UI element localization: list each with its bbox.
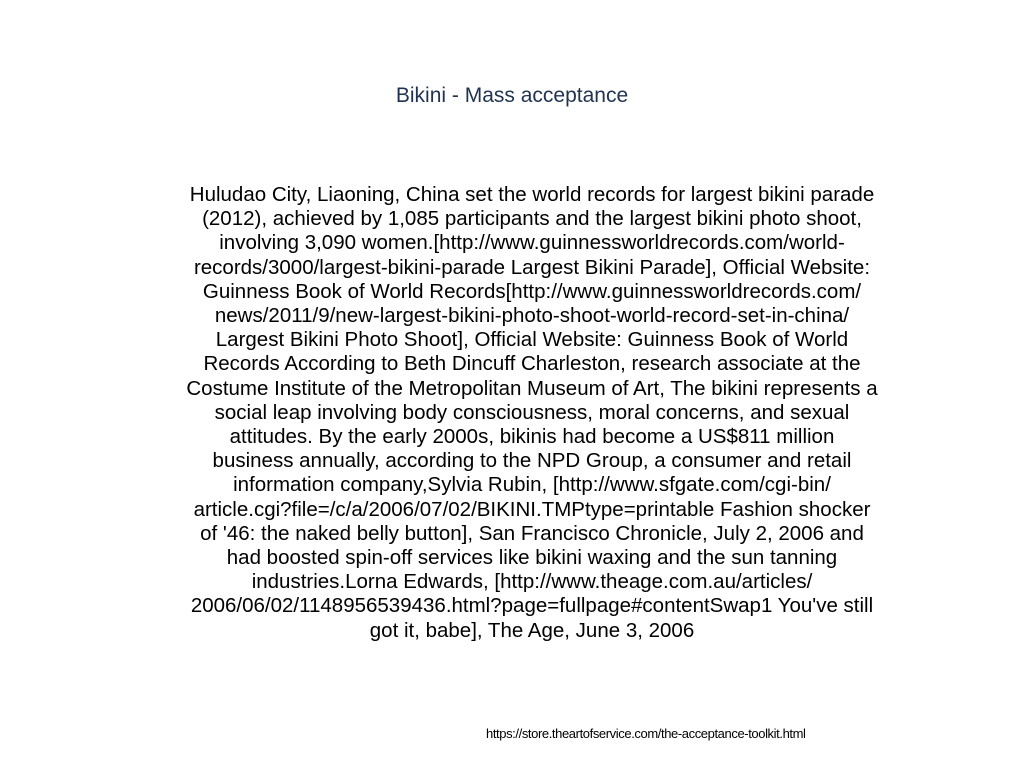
- slide-title: Bikini - Mass acceptance: [395, 84, 629, 107]
- body-line: Largest Bikini Photo Shoot], Official Website: Guinness Book of World: [215, 328, 849, 352]
- body-line: involving 3,090 women.[http://www.guinnessworldrecords.com/world-: [219, 231, 845, 255]
- body-text: [92, 183, 972, 643]
- body-line: Huludao City, Liaoning, China set the world records for largest bikini parade: [189, 183, 875, 206]
- body-line: Costume Institute of the Metropolitan Museum of Art, The bikini represents a: [186, 376, 878, 400]
- body-line: article.cgi?file=/c/a/2006/07/02/BIKINI.TMPtype=printable Fashion shocker: [193, 497, 871, 521]
- body-line: information company,Sylvia Rubin, [http://www.sfgate.com/cgi-bin/: [233, 473, 831, 497]
- body-line: industries.Lorna Edwards, [http://www.theage.com.au/articles/: [251, 570, 813, 594]
- body-line: Guinness Book of World Records[http://www.guinnessworldrecords.com/: [202, 279, 862, 303]
- body-line: business annually, according to the NPD Group, a consumer and retail: [212, 449, 852, 473]
- body-line: (2012), achieved by 1,085 participants and the largest bikini photo shoot,: [202, 207, 862, 231]
- body-line: attitudes. By the early 2000s, bikinis had become a US$811 million: [229, 425, 835, 449]
- body-line: got it, babe], The Age, June 3, 2006: [369, 618, 695, 642]
- footer-url[interactable]: https://store.theartofservice.com/the-acceptance-toolkit.html: [486, 726, 806, 741]
- body-line: news/2011/9/new-largest-bikini-photo-shoot-world-record-set-in-china/: [214, 304, 850, 328]
- body-line: of '46: the naked belly button], San Francisco Chronicle, July 2, 2006 and: [200, 521, 864, 545]
- body-line: Records According to Beth Dincuff Charleston, research associate at the: [203, 352, 861, 376]
- body-line: social leap involving body consciousness, moral concerns, and sexual: [214, 400, 850, 424]
- body-line: had boosted spin-off services like bikini waxing and the sun tanning: [226, 546, 838, 570]
- body-line: records/3000/largest-bikini-parade Largest Bikini Parade], Official Website:: [193, 255, 871, 279]
- body-line: 2006/06/02/1148956539436.html?page=fullpage#contentSwap1 You've still: [190, 594, 874, 618]
